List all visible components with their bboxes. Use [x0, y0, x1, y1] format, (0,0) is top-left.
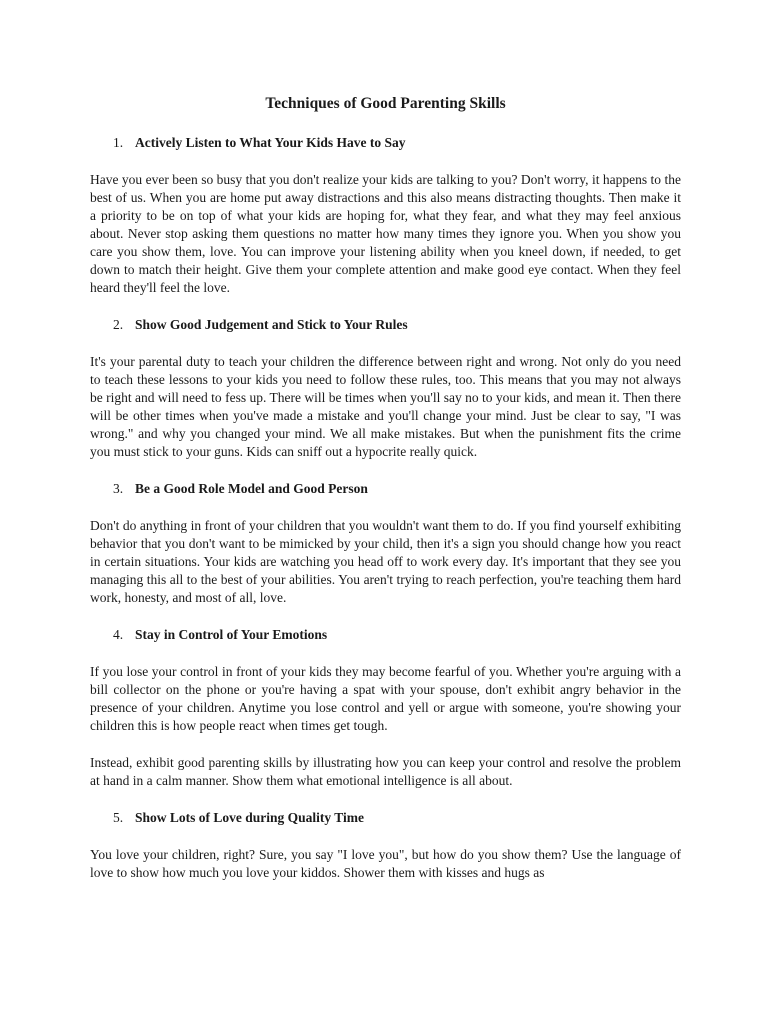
section-title: Show Lots of Love during Quality Time — [135, 810, 365, 825]
section-number: 4. — [113, 627, 124, 642]
paragraph: Instead, exhibit good parenting skills by illustrating how you can keep your control and resolve the problem at hand in a calm manner. Show them what emotional intelligence is all about. — [90, 755, 681, 788]
section-number: 5. — [113, 810, 124, 825]
document-title: Techniques of Good Parenting Skills — [265, 95, 506, 112]
section-number: 3. — [113, 481, 124, 496]
section-heading-1 — [113, 134, 681, 152]
section-heading-5 — [113, 809, 681, 827]
section-title: Show Good Judgement and Stick to Your Rules — [135, 317, 408, 332]
section-number: 2. — [113, 317, 124, 332]
paragraph: If you lose your control in front of your kids they may become fearful of you. Whether you're arguing with a bill collector on the phone or you're having a spat with your spouse, don't exhibit angry behavior in the presence of your children. Anytime you lose control and yell or argue with someone, you're showing your children this is how people react when times get tough. — [90, 664, 681, 733]
section-heading-2 — [113, 316, 681, 334]
section-title: Actively Listen to What Your Kids Have to Say — [135, 135, 406, 150]
section-heading-4 — [113, 626, 681, 644]
section-heading-3 — [113, 480, 681, 498]
paragraph: Don't do anything in front of your children that you wouldn't want them to do. If you find yourself exhibiting behavior that you don't want to be mimicked by your child, then it's a sign you should change how you react in certain situations. Your kids are watching you head off to work every day. It's important that they see you managing this all to the best of your abilities. You aren't trying to reach perfection, you're teaching them hard work, honesty, and most of all, love. — [90, 518, 681, 605]
paragraph: It's your parental duty to teach your children the difference between right and wrong. Not only do you need to teach these lessons to your kids you need to follow these rules, too. This means that you may not always be right and will need to fess up. There will be times when you'll say no to your kids, and mean it. Then there will be other times when you've made a mistake and you'll change your mind. Just be clear to say, "I was wrong." and why you changed your mind. We all make mistakes. But when the punishment fits the crime you must stick to your guns. Kids can sniff out a hypocrite really quick. — [90, 354, 681, 459]
paragraph: Have you ever been so busy that you don't realize your kids are talking to you? Don't worry, it happens to the best of us. When you are home put away distractions and this also means distracting thoughts. Then make it a priority to be on top of what your kids are hoping for, what they fear, and what they may feel anxious about. Never stop asking them questions no matter how many times they ignore you. When you show you care you show them, love. You can improve your listening ability when you kneel down, if needed, to get down to match their height. Give them your complete attention and make good eye contact. When they feel heard they'll feel the love. — [90, 172, 681, 295]
section-title: Be a Good Role Model and Good Person — [135, 481, 368, 496]
section-number: 1. — [113, 135, 124, 150]
section-title: Stay in Control of Your Emotions — [135, 627, 328, 642]
paragraph: You love your children, right? Sure, you say "I love you", but how do you show them? Use the language of love to show how much you love your kiddos. Shower them with kisses and hugs as — [90, 847, 681, 880]
